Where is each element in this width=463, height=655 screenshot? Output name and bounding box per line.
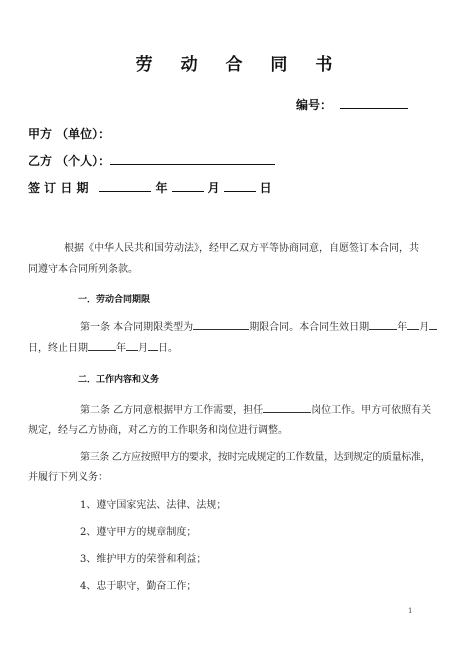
sign-day-blank[interactable] [224, 180, 256, 192]
clause-1-text-f: 年 [116, 343, 126, 354]
clause-1-text-h: 日。 [158, 343, 178, 354]
clause-1-text-a: 第一条 本合同期限类型为 [80, 322, 194, 333]
duty-item-3: 3、维护甲方的荣誉和利益； [80, 554, 207, 565]
clause-3-line-2: 并履行下列义务： [28, 472, 108, 483]
section-1-heading: 一．劳动合同期限 [78, 295, 151, 305]
party-b-blank[interactable] [110, 153, 275, 165]
contract-number-blank[interactable] [340, 97, 408, 109]
clause-1-text-c: 年 [397, 322, 408, 333]
sign-date-field [28, 179, 272, 196]
start-month-blank[interactable] [407, 320, 419, 330]
party-b-field [28, 152, 275, 169]
section-2-heading: 二．工作内容和义务 [78, 375, 160, 385]
end-year-blank[interactable] [88, 341, 116, 351]
page-number: 1 [408, 607, 413, 615]
sign-date-label: 签 订 日 期 [28, 181, 89, 195]
contract-type-blank[interactable] [193, 320, 249, 330]
sign-month-blank[interactable] [172, 180, 204, 192]
clause-2-text-a: 第二条 乙方同意根据甲方工作需要，担任 [80, 405, 264, 416]
position-blank[interactable] [263, 403, 311, 413]
clause-2-line-1 [80, 400, 431, 421]
document-title: 劳 动 合 同 书 [135, 55, 344, 75]
clause-1-text-d: 月 [419, 322, 430, 333]
duty-item-2: 2、遵守甲方的规章制度； [80, 527, 197, 538]
clause-1-text-g: 月 [138, 343, 148, 354]
clause-1-text-e: 日，终止日期 [28, 343, 88, 354]
year-label: 年 [155, 181, 168, 195]
start-day-blank[interactable] [429, 320, 437, 330]
contract-number-label: 编号： [296, 98, 333, 112]
start-year-blank[interactable] [369, 320, 397, 330]
duty-item-4: 4、忠于职守，勤奋工作； [80, 581, 197, 592]
end-day-blank[interactable] [148, 341, 158, 351]
clause-2-text-b: 岗位工作。甲方可依照有关 [311, 405, 432, 416]
sign-year-blank[interactable] [99, 180, 151, 192]
clause-2-line-2: 规定，经与乙方协商，对乙方的工作职务和岗位进行调整。 [28, 425, 288, 436]
clause-1-text-b: 期限合同。本合同生效日期 [249, 322, 370, 333]
clause-3-line-1: 第三条 乙方应按照甲方的要求，按时完成规定的工作数量，达到规定的质量标准， [80, 452, 431, 463]
party-a-field [28, 125, 110, 142]
party-a-label: 甲方 （单位）： [28, 127, 111, 141]
duty-item-1: 1、遵守国家宪法、法律、法规； [80, 500, 227, 511]
month-label: 月 [207, 181, 220, 195]
clause-1-line-2 [28, 338, 178, 359]
intro-paragraph: 根据《中华人民共和国劳动法》，经甲乙双方平等协商同意，自愿签订本合同，共同遵守本合同所列条款。 [28, 243, 419, 275]
day-label: 日 [259, 181, 272, 195]
contract-number-field [296, 96, 408, 113]
party-b-label: 乙方 （个人）： [28, 154, 111, 168]
clause-1-line-1 [80, 317, 437, 338]
end-month-blank[interactable] [126, 341, 138, 351]
